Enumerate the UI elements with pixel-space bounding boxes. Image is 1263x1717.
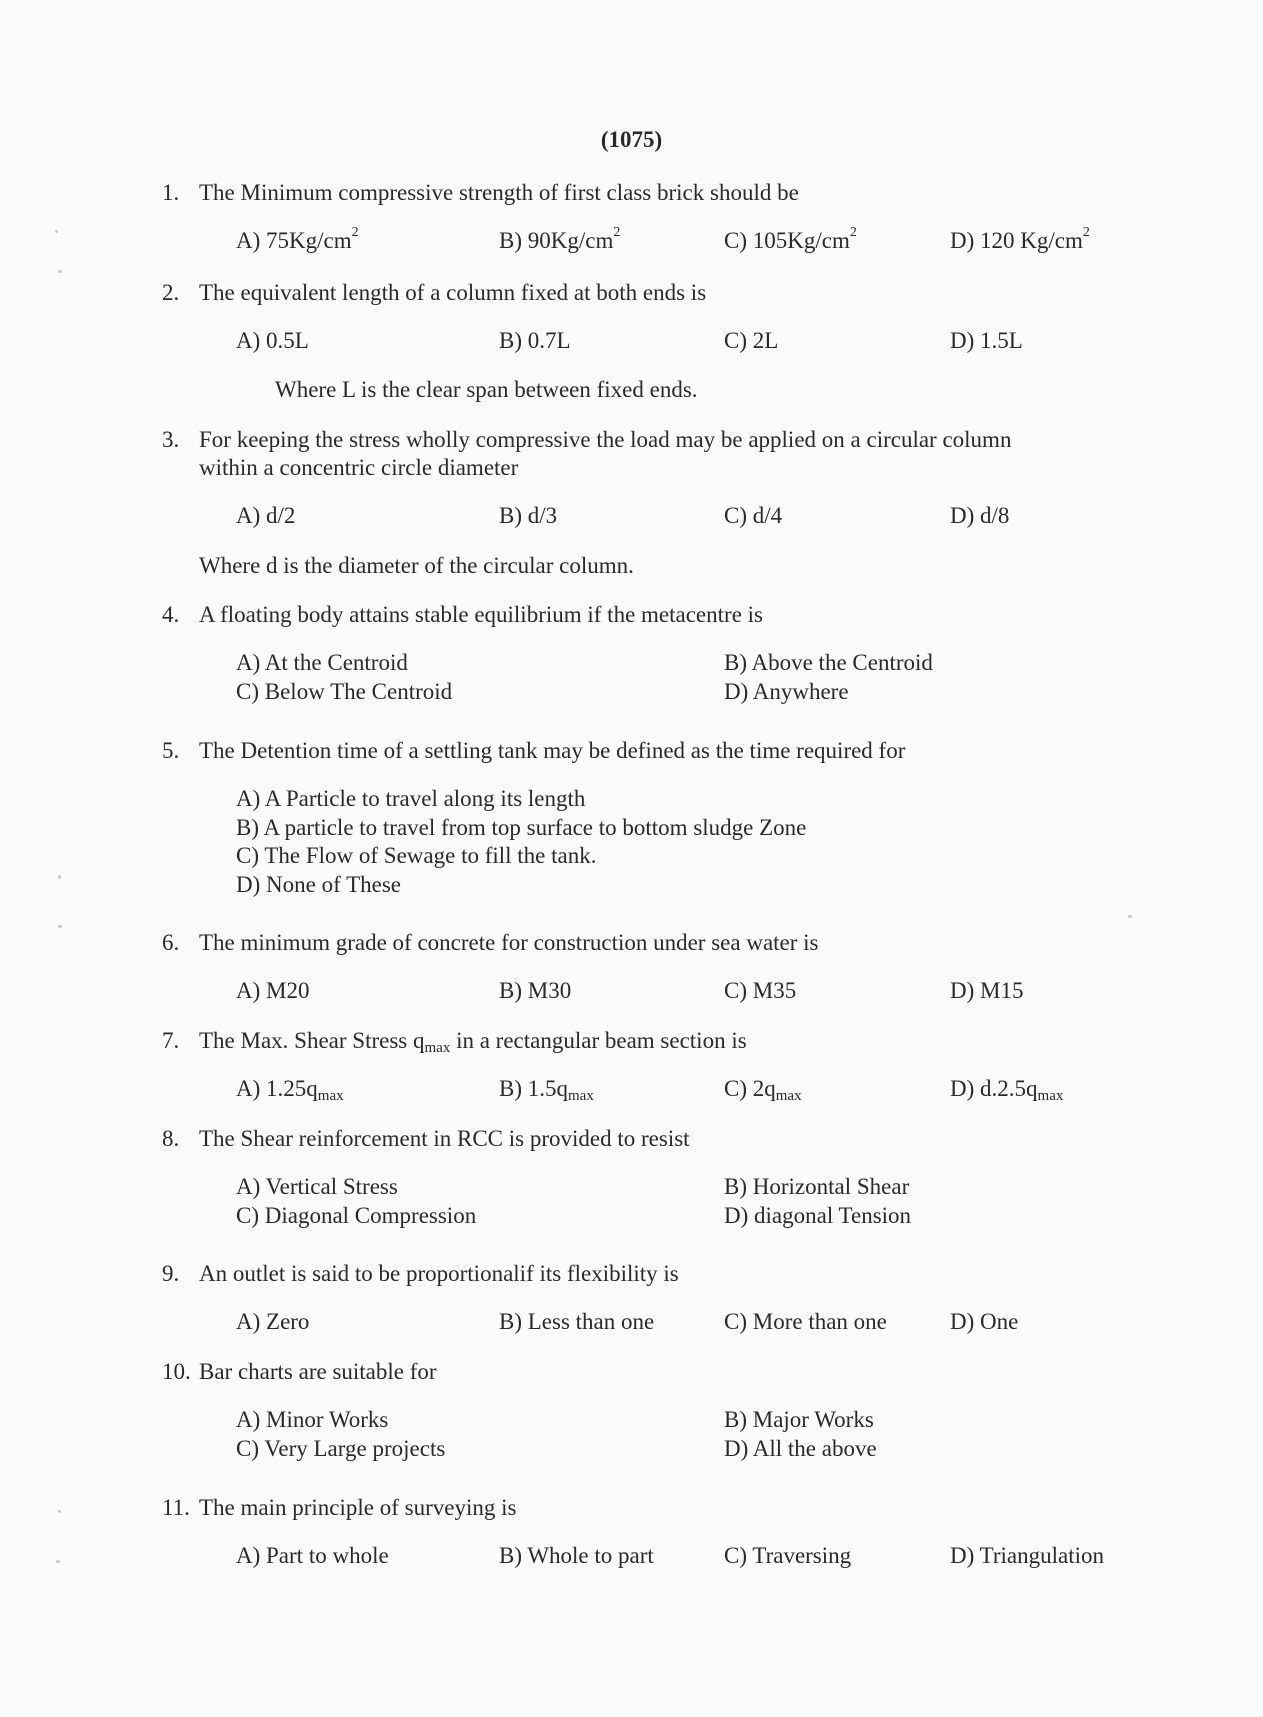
option-a: A) d/2 (236, 503, 296, 528)
question-text: For keeping the stress wholly compressive the load may be applied on a circular column (199, 427, 1012, 452)
question-text: Bar charts are suitable for (199, 1359, 437, 1384)
option-d: D) All the above (724, 1436, 877, 1461)
scan-speck (58, 1510, 61, 1513)
question-text: An outlet is said to be proportionalif its flexibility is (199, 1261, 679, 1286)
option-b: B) M30 (499, 978, 572, 1003)
question-text: The equivalent length of a column fixed at both ends is (199, 280, 707, 305)
option-c: C) More than one (724, 1309, 887, 1334)
option-c: C) Very Large projects (236, 1436, 446, 1461)
option-c: C) The Flow of Sewage to fill the tank. (236, 843, 597, 868)
question-text: A floating body attains stable equilibrium if the metacentre is (199, 602, 763, 627)
scan-speck (58, 875, 61, 879)
option-b: B) d/3 (499, 503, 558, 528)
option-c: C) $105Kg/cm^2$ (724, 225, 857, 253)
option-a: A) At the Centroid (236, 650, 408, 675)
option-b: B) Horizontal Shear (724, 1174, 910, 1199)
question-text: The Detention time of a settling tank may be defined as the time required for (199, 738, 906, 763)
option-a: A) Zero (236, 1309, 310, 1334)
option-c: C) $2q_{max}$ (724, 1076, 802, 1104)
option-d: D) None of These (236, 872, 401, 897)
option-d: D) Anywhere (724, 679, 849, 704)
question-text: The Shear reinforcement in RCC is provided to resist (199, 1126, 690, 1151)
question-text: The Minimum compressive strength of first class brick should be (199, 180, 799, 205)
question-text: The Max. Shear Stress $q_{max}$ in a rectangular beam section is (199, 1028, 747, 1056)
option-a: A) 0.5L (236, 328, 309, 353)
question-number: 9. (162, 1261, 180, 1286)
question-number: 7. (162, 1028, 180, 1053)
question-number: 10. (162, 1359, 191, 1384)
option-a: A) M20 (236, 978, 310, 1003)
option-d: D) One (950, 1309, 1019, 1334)
question-note: Where d is the diameter of the circular column. (199, 553, 634, 578)
option-a: A) $1.25q_{max}$ (236, 1076, 344, 1104)
option-d: D) d/8 (950, 503, 1010, 528)
question-number: 6. (162, 930, 180, 955)
scan-speck (58, 925, 62, 928)
option-c: C) Traversing (724, 1543, 852, 1568)
scan-speck (55, 230, 58, 233)
question-number: 3. (162, 427, 180, 452)
option-b: B) A particle to travel from top surface to bottom sludge Zone (236, 815, 807, 840)
scan-speck (58, 270, 62, 273)
option-b: B) Less than one (499, 1309, 655, 1334)
option-c: C) d/4 (724, 503, 783, 528)
option-a: A) Minor Works (236, 1407, 389, 1432)
option-b: B) Above the Centroid (724, 650, 933, 675)
question-number: 2. (162, 280, 180, 305)
option-d: D) 120 $Kg/cm^2$ (950, 225, 1090, 253)
question-text: The minimum grade of concrete for construction under sea water is (199, 930, 819, 955)
option-d: D) Triangulation (950, 1543, 1104, 1568)
question-text: The main principle of surveying is (199, 1495, 517, 1520)
option-a: A) Part to whole (236, 1543, 389, 1568)
paper-code: (1075) (600, 127, 663, 152)
option-c: C) Diagonal Compression (236, 1203, 477, 1228)
option-d: D) M15 (950, 978, 1024, 1003)
option-b: B) $90Kg/cm^2$ (499, 225, 621, 253)
option-a: A) $75Kg/cm^2$ (236, 225, 359, 253)
question-note: Where L is the clear span between fixed ends. (275, 377, 698, 402)
question-number: 4. (162, 602, 180, 627)
option-b: B) Major Works (724, 1407, 874, 1432)
question-number: 11. (162, 1495, 190, 1520)
option-b: B) $1.5q_{max}$ (499, 1076, 594, 1104)
question-text-line2: within a concentric circle diameter (199, 455, 519, 480)
option-d: D) diagonal Tension (724, 1203, 912, 1228)
option-b: B) 0.7L (499, 328, 571, 353)
question-number: 8. (162, 1126, 180, 1151)
option-d: D) $d.2.5q_{max}$ (950, 1076, 1064, 1104)
scan-speck (56, 1560, 60, 1563)
question-number: 5. (162, 738, 180, 763)
option-a: A) Vertical Stress (236, 1174, 398, 1199)
option-c: C) Below The Centroid (236, 679, 453, 704)
question-number: 1. (162, 180, 180, 205)
option-d: D) 1.5L (950, 328, 1023, 353)
option-a: A) A Particle to travel along its length (236, 786, 586, 811)
scan-speck (1128, 915, 1132, 918)
option-b: B) Whole to part (499, 1543, 654, 1568)
option-c: C) M35 (724, 978, 797, 1003)
option-c: C) 2L (724, 328, 779, 353)
